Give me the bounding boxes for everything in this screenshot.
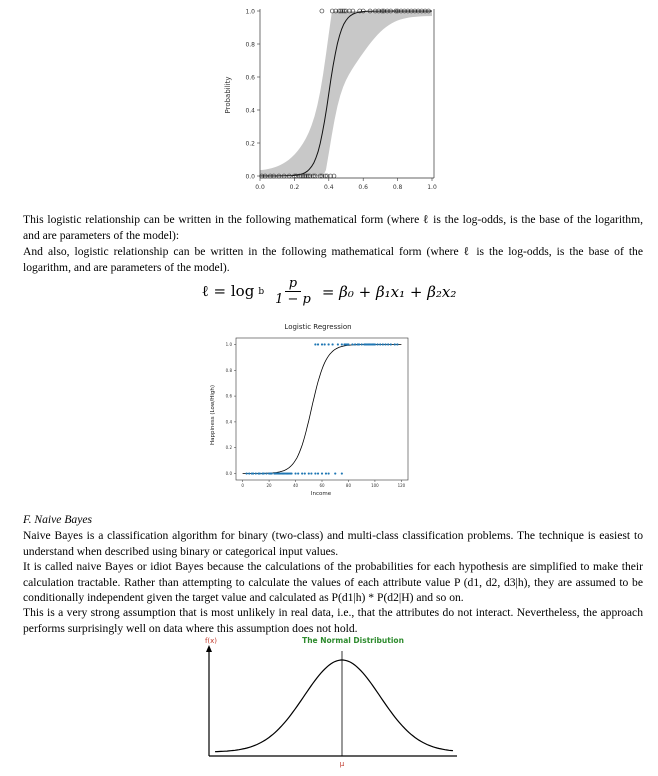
chart-point-low [271,472,273,474]
chart-x-tick-label: 0 [241,483,244,488]
chart-point-high [324,343,326,345]
chart-point-high [374,343,376,345]
fig1-y-tick-label: 0.0 [245,173,255,181]
fig1-x-tick-label: 0.2 [289,184,300,191]
section-heading-naive-bayes: F. Naive Bayes [23,513,93,526]
fig1-y-tick-label: 0.4 [245,107,255,115]
chart-point-high [331,343,333,345]
paragraph-naive-bayes-intro: Naive Bayes is a classification algorithm for binary (two-class) and multi-class classification problems. The technique is easiest to understand when described using binary or categorical input values. [23,529,643,558]
chart-ylabel: Happiness (Low/High) [210,385,216,445]
paragraph-naive-bayes-assumption: This is a very strong assumption that is most unlikely in real data, i.e., that the attributes do not interact. Nevertheless, the approach performs surprisingly well on data where this assumption does not hold. [23,606,643,635]
equation-numerator: p [285,276,301,292]
chart-logistic-curve [243,345,402,474]
chart-point-low [259,472,261,474]
chart-point-high [390,343,392,345]
chart-point-high [354,343,356,345]
fig1-ylabel: Probability [224,76,232,114]
chart-x-tick-label: 40 [292,483,299,488]
chart-y-tick-label: 0.8 [225,367,232,373]
chart-point-low [245,472,247,474]
chart-point-low [334,472,336,474]
chart-y-tick-label: 0.0 [225,471,232,477]
chart-y-tick-label: 0.4 [225,419,232,425]
confidence-band [260,11,432,176]
chart-point-low [328,472,330,474]
normal-plot-area [206,645,457,756]
chart-point-high [387,343,389,345]
chart-point-high [376,343,378,345]
equation-base: b [258,286,265,297]
equation-lhs: ℓ = log [201,282,255,300]
chart-x-tick-label: 80 [345,483,352,488]
chart-point-high [328,343,330,345]
chart-plot-area [226,338,408,488]
paragraph-logistic-form: This logistic relationship can be written in the following mathematical form (where ℓ is the log-odds, is the base of the logarithm, and are parameters of the model): [23,213,643,242]
normal-distribution-figure [195,633,465,776]
chart-point-low [297,472,299,474]
chart-y-tick-label: 1.0 [225,341,232,347]
chart-point-low [255,472,257,474]
chart-point-high [337,343,339,345]
chart-point-low [321,472,323,474]
chart-point-high [321,343,323,345]
chart-point-low [290,472,292,474]
chart-point-low [310,472,312,474]
paragraph-logistic-form-2: And also, logistic relationship can be written in the following mathematical form (where ℓ is the log-odds, is the base of the logarithm, and are parameters of the model). [23,245,643,274]
chart-point-low [304,472,306,474]
chart-y-tick-label: 0.2 [225,445,232,451]
chart-point-high [358,343,360,345]
chart-point-high [382,343,384,345]
fig1-x-tick-label: 0.8 [392,184,403,191]
chart-point-low [301,472,303,474]
chart-point-low [294,472,296,474]
chart-point-low [325,472,327,474]
chart-point-low [314,472,316,474]
chart-y-tick-label: 0.6 [225,393,232,399]
chart-point-low [308,472,310,474]
chart-point-high [361,343,363,345]
fig1-y-tick-label: 0.2 [245,140,255,148]
equation-denominator: 1 − p [275,292,311,307]
fig1-y-tick-label: 1.0 [245,8,255,16]
chart-point-high [394,343,396,345]
normal-y-arrow [206,645,212,652]
chart-x-tick-label: 60 [319,483,325,488]
chart-point-high [317,343,319,345]
fig1-y-tick-label: 0.8 [245,41,255,49]
normal-curve [215,660,453,752]
chart-point-high [384,343,386,345]
chart-title: Logistic Regression [284,323,352,331]
normal-ylabel: f(x) [204,637,218,645]
chart-point-low [341,472,343,474]
fig1-x-tick-label: 0.0 [255,184,265,191]
chart-point-low [263,472,265,474]
chart-x-tick-label: 20 [266,483,272,488]
chart-point-high [396,343,398,345]
chart-point-high [347,343,349,345]
fig1-y-tick-label: 0.6 [245,74,255,82]
chart-point-low [317,472,319,474]
fig1-axes [245,9,436,192]
logistic-probability-figure [200,0,460,200]
logistic-regression-chart [200,315,420,500]
fig1-x-tick-label: 0.4 [324,184,334,191]
chart-point-high [379,343,381,345]
chart-point-high [314,343,316,345]
fig1-x-tick-label: 1.0 [427,184,437,191]
chart-frame [236,338,408,480]
normal-title: The Normal Distribution [302,636,404,645]
chart-x-tick-label: 100 [371,483,379,488]
chart-point-low [248,472,250,474]
chart-point-low [265,472,267,474]
chart-x-tick-label: 120 [397,483,406,488]
chart-point-high [351,343,353,345]
normal-xlabel-mu: μ [339,760,345,768]
paragraph-naive-bayes-calc: It is called naive Bayes or idiot Bayes because the calculations of the probabilities for each hypothesis are simplified to make their calculation tractable. Rather than attempting to calculate the values of each attribute value P (d1, d2, d3|h), they are assumed to be conditionally independent given the target value and calculated as P(d1|h) * P(d2|H) and so on. [23,560,643,605]
equation-rhs: = β₀ + β₁x₁ + β₂x₂ [321,282,457,301]
chart-point-high [341,343,343,345]
chart-xlabel: Income [310,491,332,497]
fig1-x-tick-label: 0.6 [358,184,368,191]
logistic-equation [0,276,658,307]
fig1-point-1 [320,9,324,13]
equation-fraction [272,276,314,307]
chart-point-low [252,472,254,474]
